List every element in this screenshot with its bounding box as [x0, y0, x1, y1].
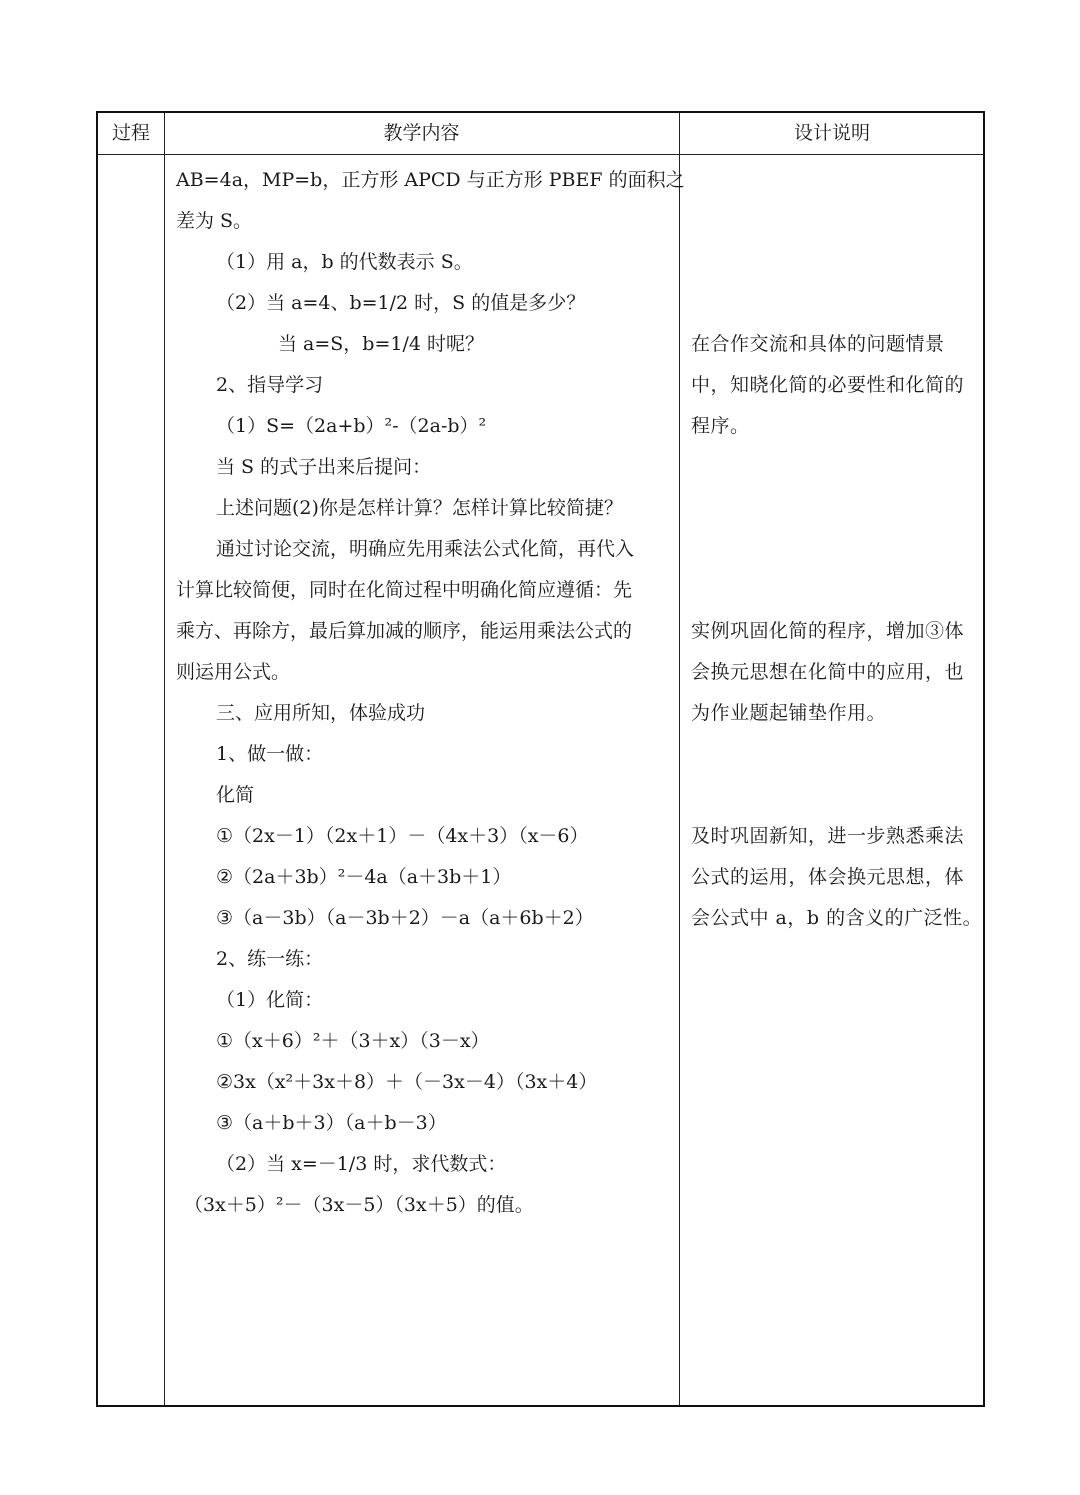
- design-line: 实例巩固化简的程序，增加③体: [691, 620, 965, 642]
- content-line: 乘方、再除方，最后算加减的顺序，能运用乘法公式的: [176, 620, 633, 642]
- content-line: （1）化简：: [216, 989, 324, 1011]
- design-line: 及时巩固新知，进一步熟悉乘法: [691, 825, 965, 847]
- content-line: （1）用 a，b 的代数表示 S。: [216, 251, 473, 273]
- content-line: 则运用公式。: [176, 661, 291, 683]
- design-line: 公式的运用，体会换元思想，体: [691, 866, 965, 888]
- content-line: 2、练一练：: [216, 948, 324, 970]
- content-line: 化简: [216, 784, 255, 806]
- lesson-plan-table: [96, 111, 985, 1407]
- content-line: ②（2a＋3b）²－4a（a＋3b＋1）: [216, 866, 512, 888]
- content-line: 当 a=S，b=1/4 时呢？: [278, 333, 485, 355]
- design-line: 会换元思想在化简中的应用，也: [691, 661, 965, 683]
- content-line: （1）S=（2a+b）²-（2a-b）²: [216, 415, 487, 437]
- content-line: （2）当 a=4、b=1/2 时，S 的值是多少？: [216, 292, 586, 314]
- design-line: 会公式中 a，b 的含义的广泛性。: [691, 907, 983, 929]
- design-notes-cell: [679, 154, 985, 1405]
- content-line: （3x＋5）²－（3x－5）（3x＋5）的值。: [184, 1194, 534, 1216]
- content-line: ②3x（x²＋3x＋8）＋（－3x－4）（3x＋4）: [216, 1071, 598, 1093]
- content-line: 通过讨论交流，明确应先用乘法公式化简，再代入: [216, 538, 635, 560]
- content-line: 当 S 的式子出来后提问：: [216, 456, 432, 478]
- design-line: 程序。: [691, 415, 750, 437]
- header-teaching-content: 教学内容: [383, 122, 460, 144]
- content-line: 计算比较简便，同时在化简过程中明确化简应遵循：先: [176, 579, 633, 601]
- content-line: 三、应用所知，体验成功: [216, 702, 426, 724]
- design-line: 为作业题起铺垫作用。: [691, 702, 887, 724]
- design-line: 中，知晓化简的必要性和化简的: [691, 374, 965, 396]
- content-line: 差为 S。: [176, 210, 253, 232]
- content-line: 上述问题(2)你是怎样计算？怎样计算比较简捷？: [216, 497, 623, 519]
- header-design-notes: 设计说明: [793, 122, 870, 144]
- content-line: AB=4a，MP=b，正方形 APCD 与正方形 PBEF 的面积之: [176, 169, 685, 191]
- content-line: （2）当 x=－1/3 时，求代数式：: [216, 1153, 507, 1175]
- header-process: 过程: [111, 122, 150, 144]
- table-header-row: [98, 113, 983, 155]
- content-line: ①（x＋6）²＋（3＋x）（3－x）: [216, 1030, 490, 1052]
- content-line: ①（2x－1）（2x＋1）－（4x＋3）（x－6）: [216, 825, 589, 847]
- teaching-content-cell: [164, 154, 685, 1405]
- content-line: 2、指导学习: [216, 374, 324, 396]
- design-line: 在合作交流和具体的问题情景: [691, 333, 945, 355]
- content-line: 1、做一做：: [216, 743, 324, 765]
- content-line: ③（a＋b＋3）（a＋b－3）: [216, 1112, 447, 1134]
- content-line: ③（a－3b）（a－3b＋2）－a（a＋6b＋2）: [216, 907, 594, 929]
